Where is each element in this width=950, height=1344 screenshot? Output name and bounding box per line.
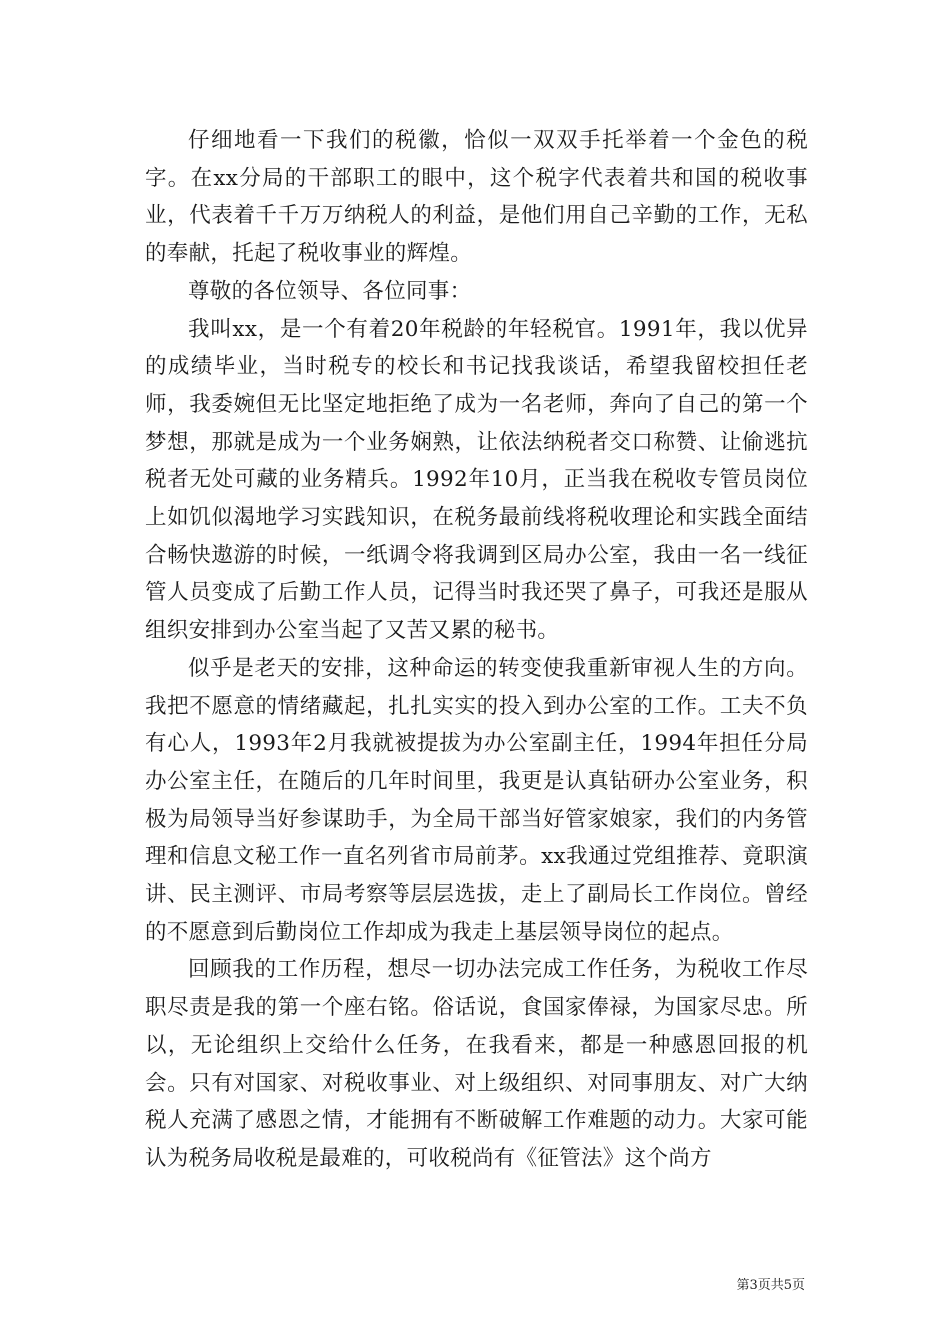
paragraph-tax-emblem: 仔细地看一下我们的税徽，恰似一双双手托举着一个金色的税字。在xx分局的干部职工的眼中，这个税字代表着共和国的税收事业，代表着千千万万纳税人的利益，是他们用自己辛勤的工作，无私的奉献，托起了税收事业的辉煌。 bbox=[145, 128, 808, 267]
page-number: 第3页共5页 bbox=[736, 1278, 805, 1293]
paragraph-career-turn: 似乎是老天的安排，这种命运的转变使我重新审视人生的方向。我把不愿意的情绪藏起，扎扎实实的投入到办公室的工作。工夫不负有心人，1993年2月我就被提拔为办公室副主任，1994年担任分局办公室主任，在随后的几年时间里，我更是认真钻研办公室业务，积极为局领导当好参谋助手，为全局干部当好管家娘家，我们的内务管理和信息文秘工作一直名列省市局前茅。xx我通过党组推荐、竟职演讲、民主测评、市局考察等层层选拔，走上了副局长工作岗位。曾经的不愿意到后勤岗位工作却成为我走上基层领导岗位的起点。 bbox=[145, 655, 808, 945]
paragraph-motto: 回顾我的工作历程，想尽一切办法完成工作任务，为税收工作尽职尽责是我的第一个座右铭。俗话说，食国家俸禄，为国家尽忠。所以，无论组织上交给什么任务，在我看来，都是一种感恩回报的机会。只有对国家、对税收事业、对上级组织、对同事朋友、对广大纳税人充满了感恩之情，才能拥有不断破解工作难题的动力。大家可能认为税务局收税是最难的，可收税尚有《征管法》这个尚方 bbox=[145, 957, 808, 1171]
paragraph-greeting: 尊敬的各位领导、各位同事： bbox=[188, 278, 472, 304]
paragraph-introduction: 我叫xx，是一个有着20年税龄的年轻税官。1991年，我以优异的成绩毕业，当时税专的校长和书记找我谈话，希望我留校担任老师，我委婉但无比坚定地拒绝了成为一名老师，奔向了自己的第一个梦想，那就是成为一个业务娴熟，让依法纳税者交口称赞、让偷逃抗税者无处可藏的业务精兵。1992年10月，正当我在税收专管员岗位上如饥似渴地学习实践知识，在税务最前线将税收理论和实践全面结合畅快遨游的时候，一纸调令将我调到区局办公室，我由一名一线征管人员变成了后勤工作人员，记得当时我还哭了鼻子，可我还是服从组织安排到办公室当起了又苦又累的秘书。 bbox=[145, 316, 808, 644]
document-body bbox=[145, 122, 808, 1178]
